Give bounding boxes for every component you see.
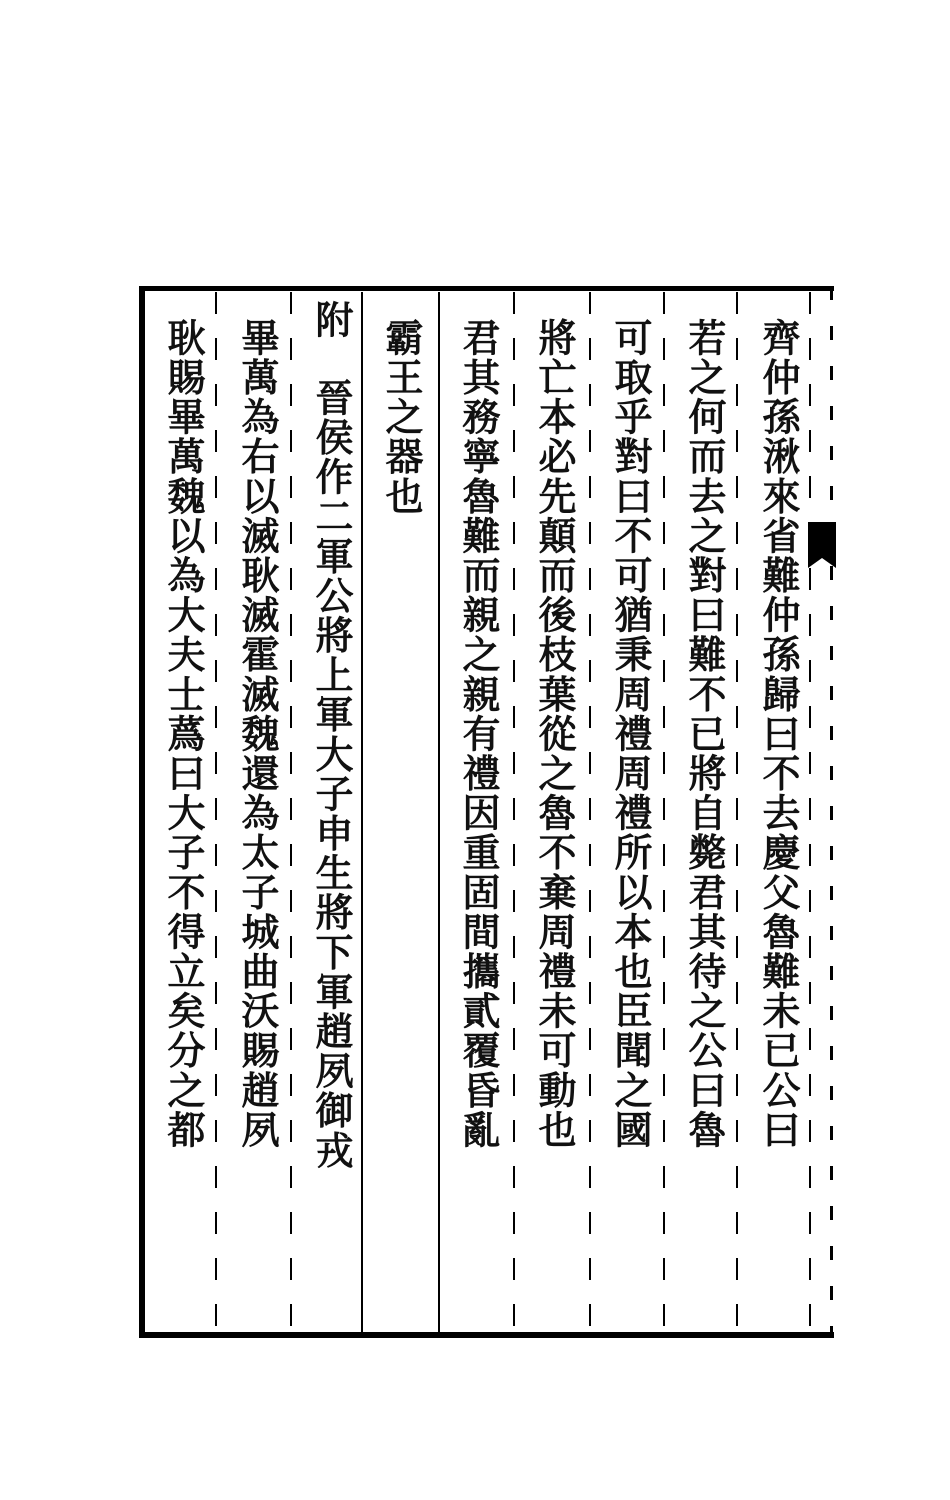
frame-right-border bbox=[830, 286, 833, 1338]
column-rule bbox=[361, 292, 363, 1332]
column-rule bbox=[736, 292, 738, 1332]
column-rule bbox=[290, 292, 292, 1332]
text-column-7: 晉侯作二軍公將上軍大子申生將下軍趙夙御戎 bbox=[309, 378, 354, 1170]
text-column-5: 君其務寧魯難而親之親有禮因重固間攜貳覆昏亂 bbox=[456, 318, 501, 1150]
text-column-6: 霸王之器也 bbox=[379, 318, 424, 516]
column-rule bbox=[589, 292, 591, 1332]
frame-top-border bbox=[139, 286, 834, 291]
text-column-1: 齊仲孫湫來省難仲孫歸曰不去慶父魯難未已公曰 bbox=[756, 318, 801, 1150]
appendix-label: 附 bbox=[309, 300, 354, 340]
text-column-8: 畢萬為右以滅耿滅霍滅魏還為太子城曲沃賜趙夙 bbox=[235, 318, 280, 1150]
text-column-2: 若之何而去之對曰難不已將自斃君其待之公曰魯 bbox=[682, 318, 727, 1150]
frame-bottom-border bbox=[139, 1332, 834, 1338]
fishtail-mark-icon bbox=[808, 522, 836, 568]
column-rule bbox=[663, 292, 665, 1332]
column-rule bbox=[215, 292, 217, 1332]
column-rule bbox=[438, 292, 440, 1332]
text-column-9: 耿賜畢萬魏以為大夫士蔿曰大子不得立矣分之都 bbox=[161, 318, 206, 1150]
frame-left-border bbox=[139, 286, 145, 1338]
text-column-4: 將亡本必先顛而後枝葉從之魯不棄周禮未可動也 bbox=[532, 318, 577, 1150]
text-column-3: 可取乎對曰不可猶秉周禮周禮所以本也臣聞之國 bbox=[608, 318, 653, 1150]
column-rule bbox=[513, 292, 515, 1332]
column-rule bbox=[809, 292, 811, 1332]
